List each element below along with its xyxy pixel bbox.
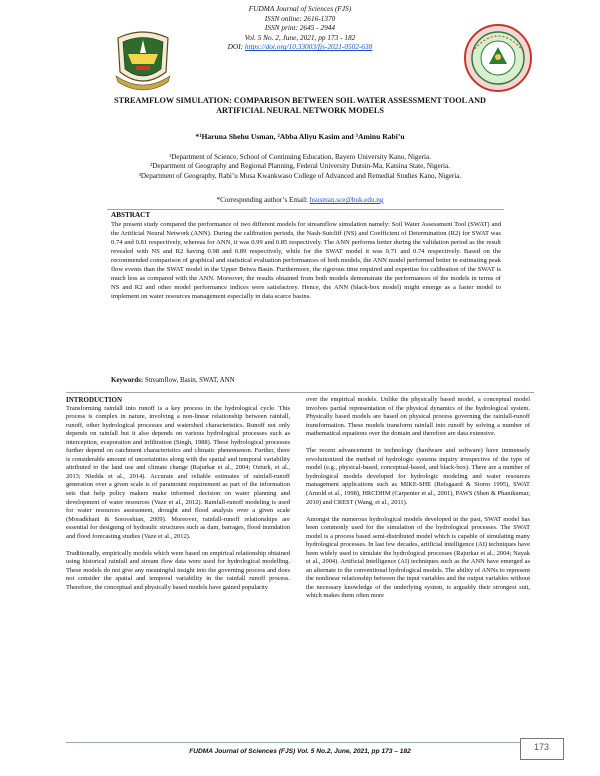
affiliation-1: ¹Department of Science, School of Continuing Education, Bayero University Kano, Nigeria.	[169, 153, 431, 161]
section-divider	[66, 392, 534, 393]
intro-paragraph-4: The recent advancement in technology (hardware and software) have immensely revolutionized the method of hydrologic systems inquiry irrespective of the type of model (e.g., physical-based, conceptual-based, and black-box). There are a number of hydrological models developed for hydrologic modeling and water resources management applications such as MIKE-SHE (Refsgaard & Storm 1995), SWAT (Arnold et al., 1998), HRCDHM (Carpenter et al., 2001), PAWS (Shen & Phanikumar, 2010) and CREST (Wang, et al., 2011).	[306, 447, 530, 506]
title-line-2: ARTIFICIAL NEURAL NETWORK MODELS	[216, 106, 384, 116]
issn-print: ISSN print: 2645 - 2944	[264, 23, 336, 33]
title-line-1: STREAMFLOW SIMULATION: COMPARISON BETWEEN SOIL WATER ASSESSMENT TOOL AND	[114, 96, 486, 105]
intro-paragraph-5: Amongst the numerous hydrological models developed in the past, SWAT model has been commonly used for the simulation of the hydrological processes. The SWAT model is a process based semi-distributed model which is capable of simulating many hydrological processes. In last few decades, artificial intelligence (AI) techniques have been widely used to simulate the hydrological processes (Rajurkar et al., 2004; Nayak et al., 2004). Artificial Intelligence (AI) techniques such as the ANN have emerged as an alternate to the conventional hydrological models. The ability of ANNs to represent the nonlinear relationship between the input variables and the output variables without the necessary knowledge of the underlying system, is arguably their strongest suit, which makes them often more	[306, 515, 530, 600]
abstract	[111, 211, 501, 302]
intro-heading: INTRODUCTION	[66, 396, 123, 404]
intro-paragraph-1: Transforming rainfall into runoff is a key process in the hydrological cycle. This process is complex in nature, involving a non-linear relationship between rainfall, runoff, other hydrological processes and watershed characteristics. Runoff not only depends on rainfall but it also depends on various hydrological processes such as interception, evaporation and infiltration (Singh, 1988). These hydrological processes further depend on catchment characteristics and climatic phenomenon. Further, there is considerable amount of uncertainties along with the spatial and temporal variability attributed to the land use and climate change (Rajurkar et al., 2004; Ozturk, et al., 2013; Niedda et al., 2014). Accurate and reliable estimates of rainfall-runoff generation over a given scale is of paramount requirement as part of the information sets that help policy makers make informed decision on water planning and development of water resources (Vaze et al., 2012). Rainfall-runoff modeling is used for water resources assessment, drought and flood analysis over a given scale (Moradkhani & Sorooshian, 2009). Moreover, rainfall-runoff relationships are essential for designing of hydraulic structures such as dam, barrages, flood inundation and flood forecasting studies (Vaze et al., 2012).	[66, 404, 290, 540]
abstract-text: The present study compared the performance of two different models for streamflow simulation namely: Soil Water Assessment Tool (SWAT) and the Artificial Neural Network (ANN). During the calibration periods, the Nash-Sutcliff (NS) and Coefficient of Determination (R2) for SWAT was 0.74 and 0.81 respectively, whereas for ANN, it was 0.99 and 0.85 respectively. The ANN performs better during the validation period as the result revealed with NS and R2 having 0.98 and 0.89 respectively, while for the SWAT model it was 0.71 and 0.74 respectively. Based on the recommended comparison of graphical and statistical evaluation performances of both models, the ANN model performed better in estimating peak flow events than the SWAT model in the Upper Betwa Basin. Furthermore, the rigorous time required and expertise for calibration of the SWAT is much less as compared with the ANN. Moreover, the results obtained from both models demonstrate the performances of the models in terms of NS and R2 and other model performance indices were satisfactory. Hence, the ANN (black-box model) might emerge as a faster model to implement on water resources management especially in data scarce basins.	[111, 220, 501, 300]
affiliation-2: ²Department of Geography and Regional Planning, Federal University Dutsin-Ma, Katsina State, Nigeria.	[150, 162, 450, 171]
corresponding-email[interactable]: hsusman.sce@buk.edu.ng	[309, 196, 384, 204]
keywords	[111, 377, 235, 384]
intro-right-column	[306, 396, 530, 610]
page-footer: FUDMA Journal of Sciences (FJS) Vol. 5 No.2, June, 2021, pp 173 – 182	[189, 748, 411, 755]
journal-name: FUDMA Journal of Sciences (FJS)	[248, 4, 352, 13]
volume-line: Vol. 5 No. 2, June, 2021, pp 173 - 182	[244, 32, 356, 42]
authors: *¹Haruna Shehu Usman, ²Abba Aliyu Kasim and ³Aminu Rabi’u	[195, 132, 405, 141]
university-seal-icon	[110, 24, 176, 94]
keywords-label: Keywords:	[111, 377, 144, 384]
affiliation-3: ³Department of Geography, Rabi’u Musa Kwankwaso College of Advanced and Remedial Studies Kano, Nigeria.	[138, 171, 462, 180]
footer-divider	[66, 742, 534, 743]
intro-paragraph-2: Traditionally, empirically models which were based on empirical relationship obtained using historical rainfall and stream flow data were used for hydrological modelling. These models do not give any meaningful insight into the governing process and does not consider the spatial and temporal variability in the rainfall runoff process. Therefore, the conceptual and physically based models have gained popularity	[66, 549, 290, 591]
journal-badge-icon	[462, 22, 534, 94]
corresponding-author	[0, 196, 600, 204]
intro-left-column	[66, 396, 290, 601]
keywords-text: Streamflow, Basin, SWAT, ANN	[143, 377, 235, 384]
corresponding-label: *Corresponding author’s Email:	[216, 196, 310, 204]
doi-link[interactable]: https://doi.org/10.33003/fjs-2021-0502-638	[244, 42, 373, 52]
paper-title	[60, 96, 540, 117]
issn-online: ISSN online: 2616-1370	[264, 13, 336, 23]
affiliations	[0, 153, 600, 181]
intro-paragraph-3: over the empirical models. Unlike the physically based model, a conceptual model involves partial representation of the physical dynamics of the hydrological system. Physically based models are based on physical process governing the rainfall-runoff transformation. These models transform rainfall into runoff by solving a number of mathematical equations over the domain and therefore are data extensive.	[306, 396, 530, 438]
abstract-heading: ABSTRACT	[111, 211, 151, 219]
page-number: 173	[534, 742, 550, 752]
doi-label: DOI:	[227, 42, 245, 52]
